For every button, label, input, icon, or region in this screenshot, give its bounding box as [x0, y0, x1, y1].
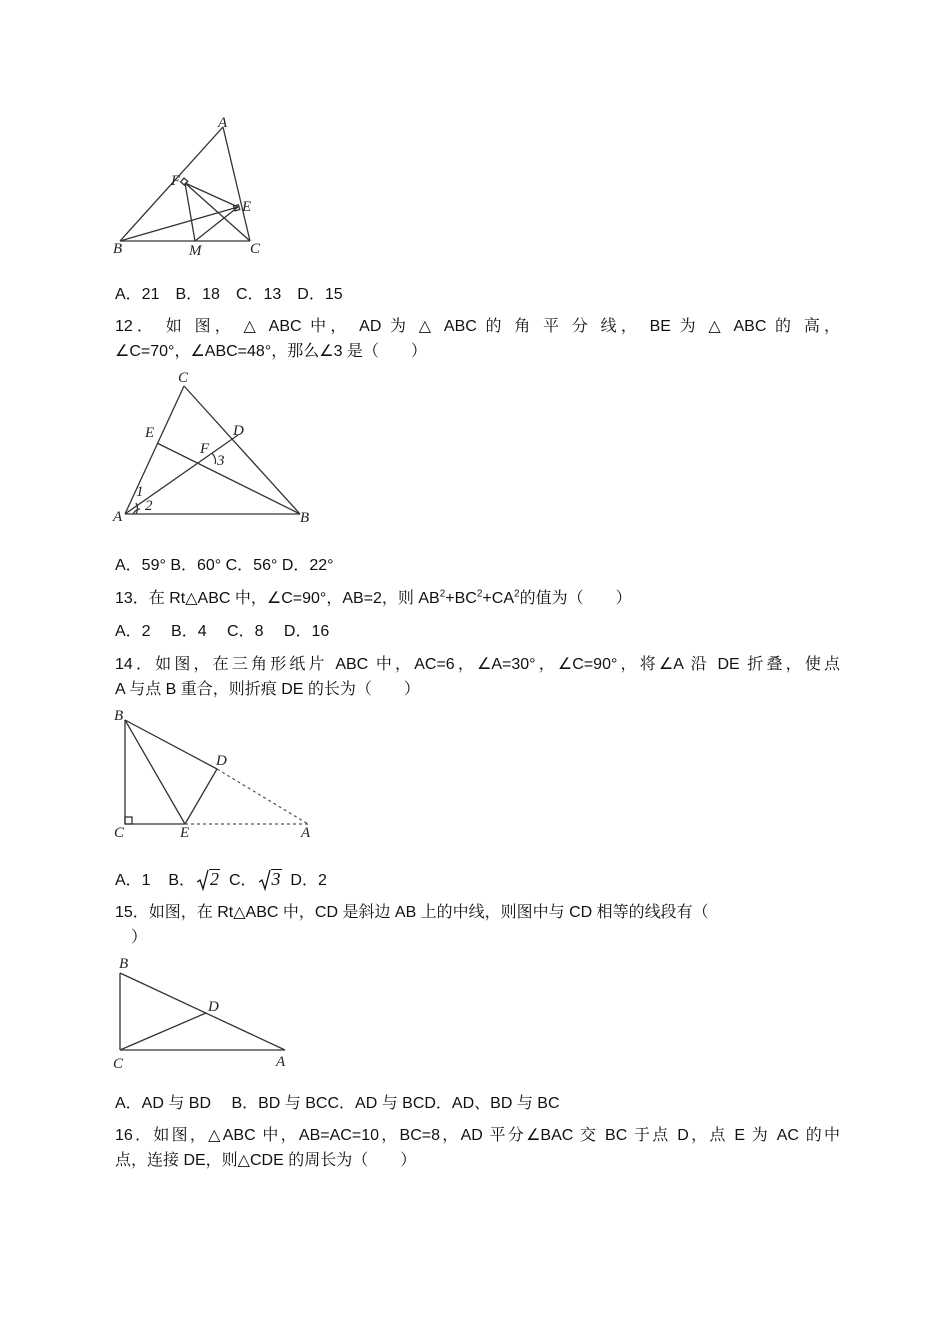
q12-label-a: A [113, 509, 123, 525]
q15-figure [105, 952, 305, 1077]
q14-option-a: A．1 [115, 872, 151, 889]
q16-stem-line1: 16．如图，△ABC 中，AB=AC=10，BC=8，AD 平分∠BAC 交 BC 于点 D，点 E 为 AC 的中 [115, 1127, 840, 1144]
q14-label-e: E [180, 825, 190, 841]
q15-label-c: C [113, 1056, 124, 1072]
q14-option-d: D．2 [290, 872, 327, 889]
q11-label-a: A [218, 115, 228, 131]
q15-options: A．AD 与 BD B．BD 与 BCC．AD 与 BCD．AD、BD 与 BC [115, 1095, 560, 1112]
q13-stem [115, 588, 840, 610]
q13-exp-3: 2 [514, 588, 520, 600]
q12-label-e: E [145, 425, 155, 441]
q12-label-c: C [178, 370, 189, 386]
q14-stem-line2: A 与点 B 重合，则折痕 DE 的长为（ ） [115, 681, 420, 698]
q16-stem-line2: 点，连接 DE，则△CDE 的周长为（ ） [115, 1152, 417, 1169]
q12-label-3: 3 [217, 453, 225, 469]
q14-option-c: C． [228, 872, 257, 889]
q12-label-b: B [300, 510, 310, 526]
q12-label-d: D [233, 423, 244, 439]
q14-label-a: A [301, 825, 311, 841]
q14-stem-line1: 14．如图，在三角形纸片 ABC 中，AC=6，∠A=30°，∠C=90°，将∠A 沿 DE 折叠，使点 [115, 656, 840, 673]
q14-option-b-radicand: 2 [210, 869, 220, 889]
q11-label-m: M [189, 243, 202, 259]
q13-exp-2: 2 [476, 588, 483, 600]
q12-figure [105, 365, 325, 530]
q13-options: A．2 B．4 C．8 D．16 [115, 623, 330, 640]
q15-stem-line2: ） [115, 929, 148, 946]
q14-option-b: B． [168, 872, 196, 889]
q14-options [115, 869, 840, 892]
q12-label-f: F [200, 441, 210, 457]
q11-label-c: C [250, 241, 261, 257]
q11-label-e: E [242, 199, 252, 215]
q15-label-b: B [119, 956, 129, 972]
q12-stem-line2: ∠C=70°，∠ABC=48°，那么∠3 是（ ） [115, 343, 427, 360]
q11-options: A．21 B．18 C．13 D．15 [115, 286, 343, 303]
q14-label-b: B [114, 708, 124, 724]
q13-exp-1: 2 [439, 588, 446, 600]
q12-options: A．59° B．60° C．56° D．22° [115, 557, 334, 574]
q11-label-f: F [171, 173, 181, 189]
q13-stem-mid2: +CA [482, 590, 514, 607]
sqrt-icon [259, 869, 282, 892]
q12-label-1: 1 [136, 484, 144, 500]
q12-stem-line1: 12． 如 图， △ ABC 中， AD 为 △ ABC 的 角 平 分 线， BE 为 △ ABC 的 高， [115, 318, 840, 335]
q15-label-a: A [276, 1054, 286, 1070]
q12-label-2: 2 [145, 498, 153, 514]
q11-label-b: B [113, 241, 123, 257]
q11-figure [105, 115, 285, 265]
q14-option-c-radicand: 3 [271, 869, 281, 889]
q14-label-c: C [114, 825, 125, 841]
q14-label-d: D [216, 753, 227, 769]
q15-label-d: D [208, 999, 219, 1015]
q13-stem-post: 的值为（ ） [519, 590, 632, 607]
sqrt-icon [197, 869, 220, 892]
q13-stem-mid1: +BC [445, 590, 477, 607]
q13-stem-pre: 13．在 Rt△ABC 中，∠C=90°，AB=2，则 AB [115, 590, 440, 607]
q15-stem-line1: 15．如图，在 Rt△ABC 中，CD 是斜边 AB 上的中线，则图中与 CD 相等的线段有（ [115, 904, 709, 921]
q14-figure [105, 705, 325, 845]
